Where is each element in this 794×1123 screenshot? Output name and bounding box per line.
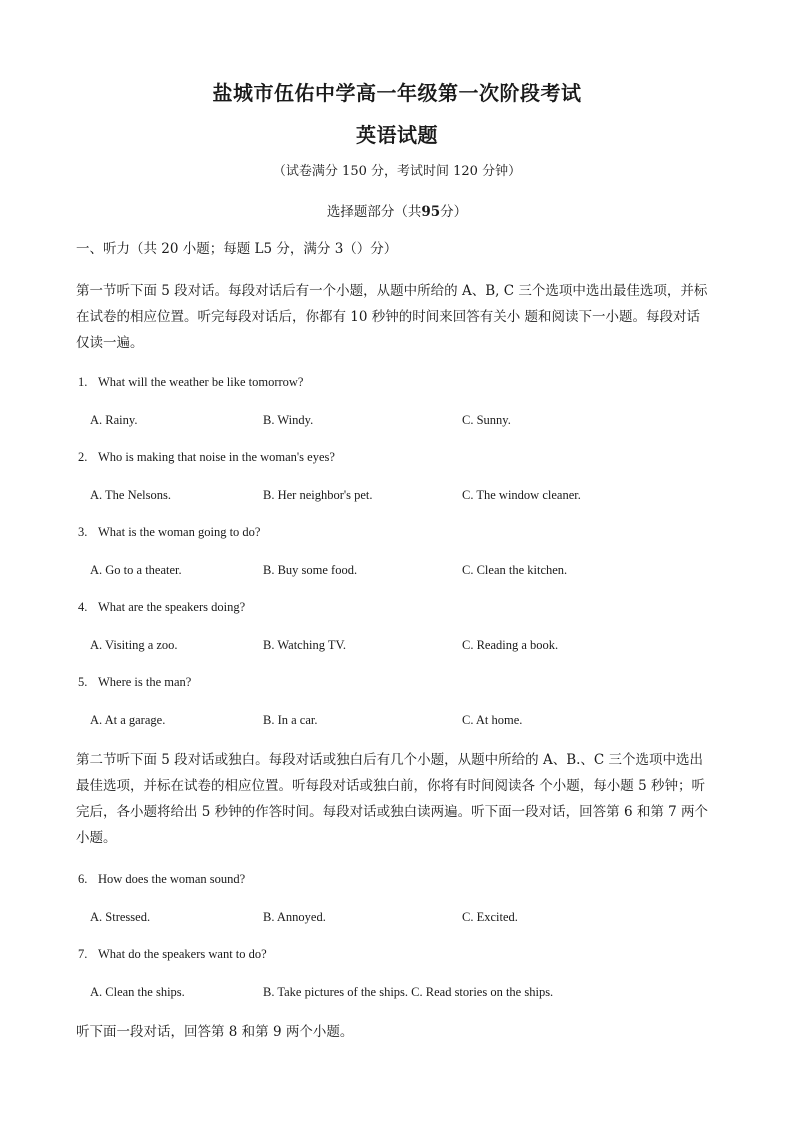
question-number: 7. (78, 947, 88, 961)
section-prefix: 选择题部分（共 (326, 204, 422, 220)
option-a[interactable]: A. Clean the ships. (90, 985, 185, 999)
question-3 (78, 525, 260, 540)
question-6 (78, 872, 245, 887)
question-text: Who is making that noise in the woman's eyes? (98, 450, 335, 464)
question-number: 4. (78, 600, 88, 614)
option-b-and-c[interactable]: B. Take pictures of the ships. C. Read stories on the ships. (263, 985, 554, 999)
option-a[interactable]: A. At a garage. (90, 713, 166, 727)
footer-note: 听下面一段对话，回答第 8 和第 9 两个小题。 (76, 1024, 354, 1040)
instruction-line: 最佳选项，并标在试卷的相应位置。听每段对话或独白前，你将有时间阅读各 个小题，每小题 5 秒钟；听 (76, 778, 705, 794)
question-5 (78, 675, 191, 690)
option-a[interactable]: A. Stressed. (90, 910, 151, 924)
question-text: What are the speakers doing? (98, 600, 246, 614)
exam-title: 盐城市伍佑中学高一年级第一次阶段考试 (212, 81, 582, 105)
question-1 (78, 375, 303, 390)
option-b[interactable]: B. Watching TV. (263, 638, 347, 652)
exam-info: （试卷满分 150 分，考试时间 120 分钟） (272, 164, 522, 179)
part-heading: 一、听力（共 20 小题；每题 L5 分，满分 3（）分） (76, 241, 398, 257)
option-c[interactable]: C. The window cleaner. (462, 488, 581, 502)
option-c[interactable]: C. Excited. (462, 910, 518, 924)
question-2 (78, 450, 335, 465)
question-7 (78, 947, 267, 962)
instruction-line: 仅读一遍。 (76, 335, 144, 351)
question-text: What do the speakers want to do? (98, 947, 267, 961)
option-a[interactable]: A. Go to a theater. (90, 563, 182, 577)
section-heading (0, 200, 794, 220)
option-b[interactable]: B. Windy. (263, 413, 314, 427)
option-c[interactable]: C. Clean the kitchen. (462, 563, 568, 577)
option-b[interactable]: B. Her neighbor's pet. (263, 488, 373, 502)
question-text: What will the weather be like tomorrow? (98, 375, 304, 389)
section-suffix: 分） (440, 204, 468, 220)
option-c[interactable]: C. Reading a book. (462, 638, 559, 652)
option-a[interactable]: A. The Nelsons. (90, 488, 172, 502)
question-number: 5. (78, 675, 88, 689)
section1-instructions (76, 278, 720, 356)
question-number: 6. (78, 872, 88, 886)
section-points: 95 (421, 204, 441, 220)
question-text: What is the woman going to do? (98, 525, 261, 539)
option-b[interactable]: B. Buy some food. (263, 563, 358, 577)
instruction-line: 在试卷的相应位置。听完每段对话后，你都有 10 秒钟的时间来回答有关小 题和阅读下一小题。每段对话 (76, 309, 701, 325)
instruction-line: 第一节听下面 5 段对话。每段对话后有一个小题，从题中所给的 A、B, C 三个选项中选出最佳选项，并标 (76, 283, 708, 299)
instruction-line: 第二节听下面 5 段对话或独白。每段对话或独白后有几个小题，从题中所给的 A、B.、C 三个选项中选出 (76, 752, 704, 768)
exam-subject: 英语试题 (356, 123, 438, 147)
section2-instructions (76, 747, 720, 851)
option-b[interactable]: B. Annoyed. (263, 910, 326, 924)
question-4 (78, 600, 245, 615)
option-b[interactable]: B. In a car. (263, 713, 318, 727)
option-a[interactable]: A. Visiting a zoo. (90, 638, 178, 652)
option-c[interactable]: C. At home. (462, 713, 523, 727)
instruction-line: 小题。 (76, 830, 117, 846)
option-c[interactable]: C. Sunny. (462, 413, 511, 427)
question-number: 3. (78, 525, 88, 539)
question-number: 1. (78, 375, 88, 389)
instruction-line: 完后，各小题将给出 5 秒钟的作答时间。每段对话或独白读两遍。听下面一段对话，回答第 6 和第 7 两个 (76, 804, 709, 820)
question-text: Where is the man? (98, 675, 192, 689)
question-text: How does the woman sound? (98, 872, 246, 886)
option-a[interactable]: A. Rainy. (90, 413, 138, 427)
question-number: 2. (78, 450, 88, 464)
